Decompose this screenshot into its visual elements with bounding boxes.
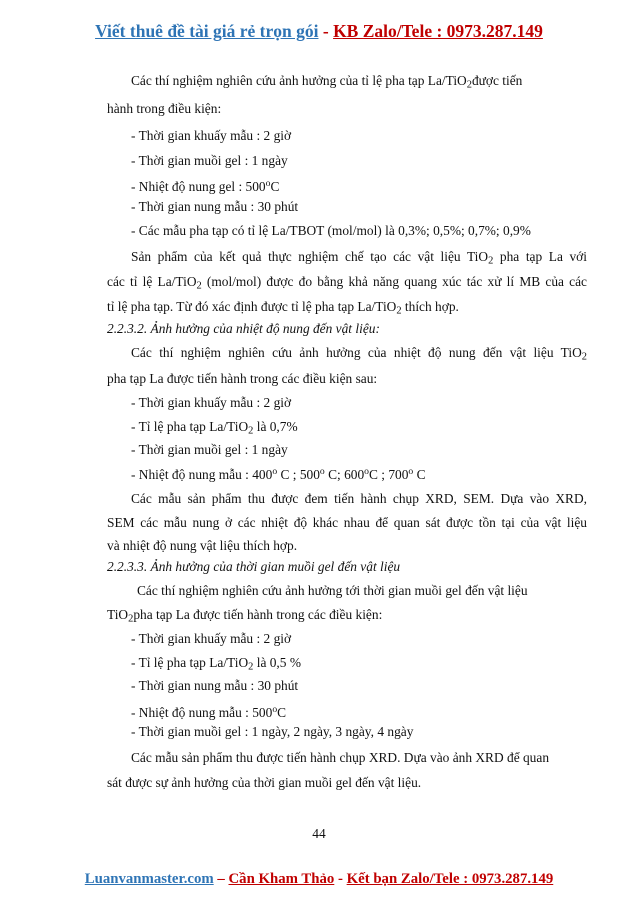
footer-site-link[interactable]: Luanvanmaster.com [84,871,214,887]
paragraph-line: các tỉ lệ La/TiO$_2$ (mol/mol) được đo bằng khả năng quang xúc tác xử lí MB của các [107,274,587,292]
section-heading: 2.2.3.3. Ảnh hưởng của thời gian muồi gel đến vật liệu [107,559,401,574]
paragraph-line: Các mẫu sản phẩm thu được tiến hành chụp XRD. Dựa vào ảnh XRD để quan [131,750,550,765]
page-number: 44 [312,826,326,841]
paragraph-line: Các thí nghiệm nghiên cứu ảnh hưởng tới thời gian muồi gel đến vật liệu [137,583,528,598]
header-contact-link[interactable]: KB Zalo/Tele : 0973.287.149 [333,21,543,41]
page-footer [0,871,638,888]
list-item: - Thời gian khuấy mẫu : 2 giờ [131,631,292,646]
paragraph-line: tỉ lệ pha tạp. Từ đó xác định được tỉ lệ pha tạp La/TiO$_2$ thích hợp. [107,299,459,317]
paragraph-line: hành trong điều kiện: [107,101,222,116]
paragraph-line: Các mẫu sản phẩm thu được đem tiến hành chụp XRD, SEM. Dựa vào XRD, [131,491,587,506]
header-separator: - [318,21,334,41]
list-item: - Nhiệt độ nung gel : 500$^o$C [131,178,280,194]
paragraph-line: Sản phẩm của kết quả thực nghiệm chế tạo các vật liệu TiO$_2$ pha tạp La với [131,249,587,267]
list-item: - Nhiệt độ nung mẫu : 500$^o$C [131,704,287,720]
list-item: - Thời gian khuấy mẫu : 2 giờ [131,395,292,410]
paragraph-line: pha tạp La được tiến hành trong các điều kiện sau: [107,371,378,386]
paragraph-line: Các thí nghiệm nghiên cứu ảnh hưởng của tỉ lệ pha tạp La/TiO$_2$được tiến [131,73,523,91]
header-service-link[interactable]: Viết thuê đề tài giá rẻ trọn gói [95,21,319,41]
footer-contact-link[interactable]: Kết bạn Zalo/Tele : 0973.287.149 [346,871,554,887]
list-item: - Thời gian nung mẫu : 30 phút [131,199,299,214]
footer-author-link[interactable]: Cần Kham Thảo [228,871,335,887]
list-item: - Nhiệt độ nung mẫu : 400$^o$ C ; 500$^o$ C; 600$^o$C ; 700$^o$ C [131,466,426,482]
list-item: - Thời gian muồi gel : 1 ngày, 2 ngày, 3 ngày, 4 ngày [131,724,414,739]
paragraph-line: Các thí nghiệm nghiên cứu ảnh hưởng của nhiệt độ nung đến vật liệu TiO$_2$ [131,345,587,363]
list-item: - Thời gian khuấy mẫu : 2 giờ [131,128,292,143]
list-item: - Thời gian muồi gel : 1 ngày [131,153,288,168]
list-item: - Tỉ lệ pha tạp La/TiO$_2$ là 0,7% [131,419,298,437]
paragraph-line: TiO$_2$pha tạp La được tiến hành trong các điều kiện: [107,607,383,625]
list-item: - Thời gian muồi gel : 1 ngày [131,442,288,457]
section-heading: 2.2.3.2. Ảnh hưởng của nhiệt độ nung đến vật liệu: [107,321,380,336]
footer-dash: – [213,871,229,887]
list-item: - Các mẫu pha tạp có tỉ lệ La/TBOT (mol/mol) là 0,3%; 0,5%; 0,7%; 0,9% [131,223,531,238]
paragraph-line: và nhiệt độ nung vật liệu thích hợp. [107,538,298,553]
paragraph-line: sát được sự ảnh hưởng của thời gian muồi gel đến vật liệu. [107,775,422,790]
paragraph-line: SEM các mẫu nung ở các nhiệt độ khác nhau để quan sát được tồn tại của vật liệu [107,515,587,530]
page-header [0,20,638,42]
list-item: - Thời gian nung mẫu : 30 phút [131,678,299,693]
list-item: - Tỉ lệ pha tạp La/TiO$_2$ là 0,5 % [131,655,301,673]
footer-separator: - [334,871,347,887]
